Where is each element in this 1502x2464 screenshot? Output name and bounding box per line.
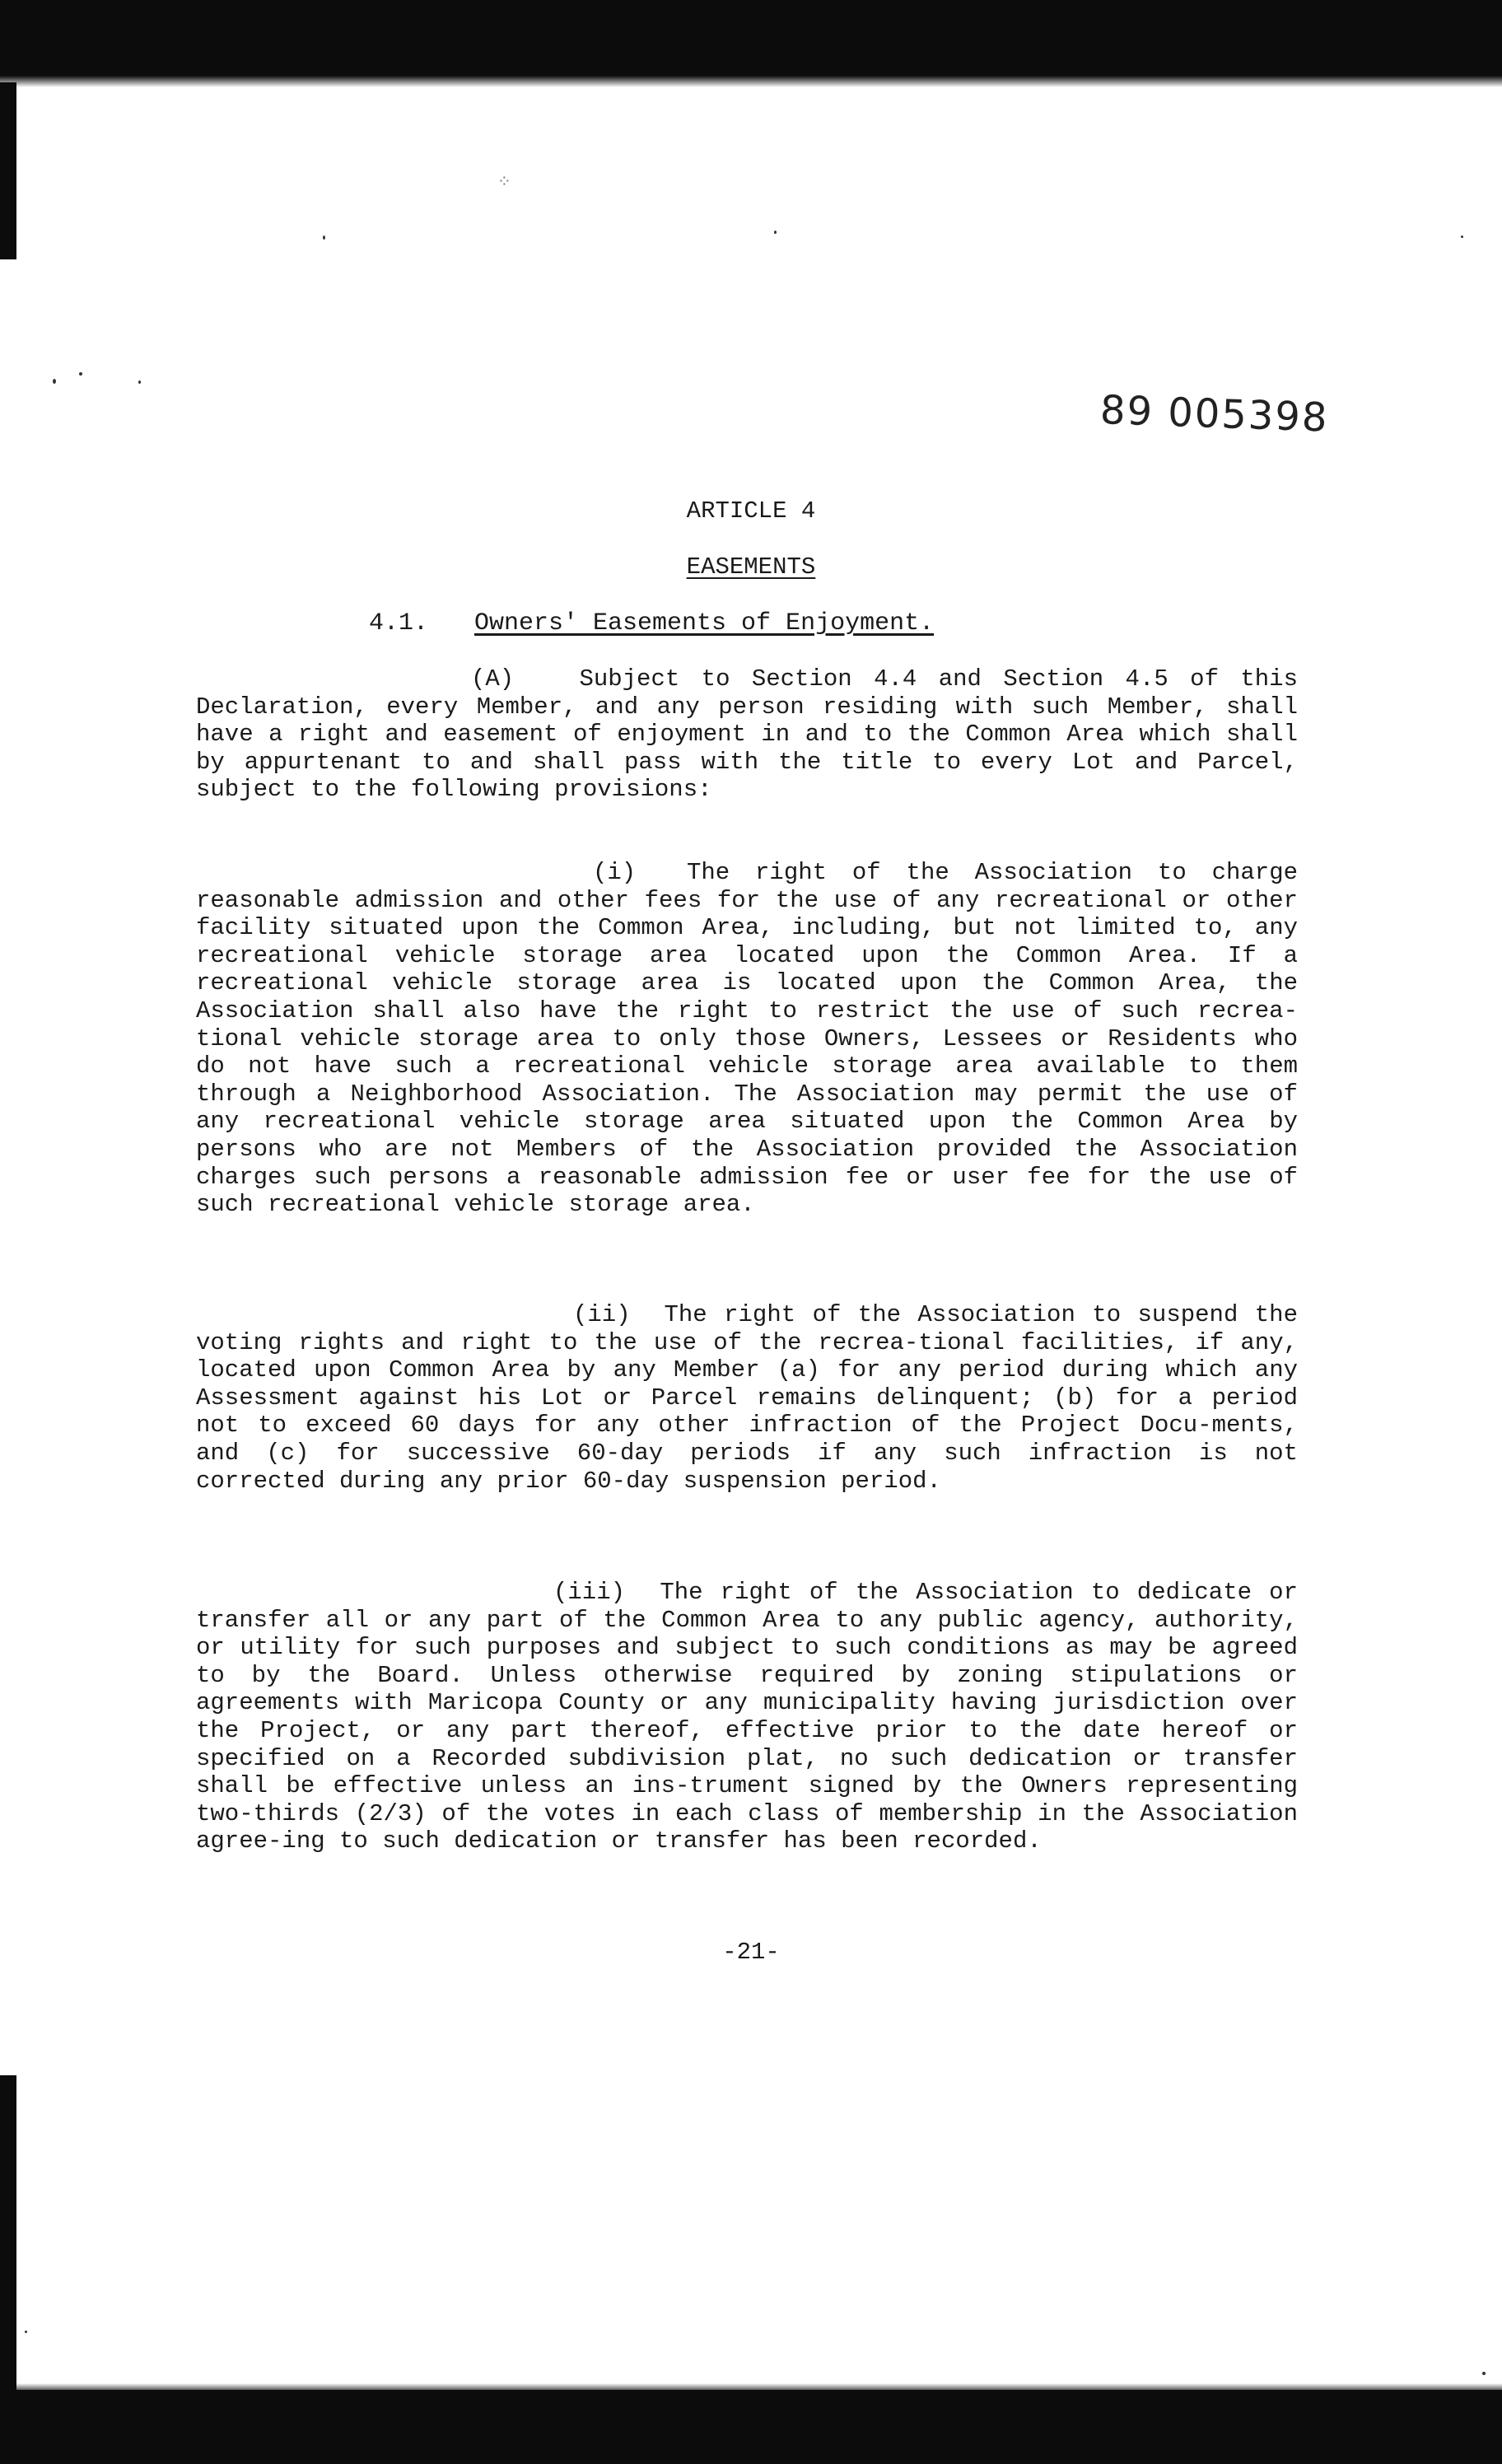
scan-speck: [138, 380, 141, 384]
article-title: EASEMENTS: [686, 553, 816, 581]
paragraph-ii: [196, 1301, 1298, 1495]
article-heading: ARTICLE 4: [686, 497, 816, 525]
scan-border-top: [0, 0, 1502, 82]
section-title: Owners' Easements of Enjoyment.: [474, 609, 935, 637]
page-number: -21-: [722, 1939, 780, 1966]
scan-border-bottom: [0, 2390, 1502, 2464]
paragraph-iii: [196, 1579, 1298, 1855]
scan-speck: [774, 231, 777, 234]
paragraph-ii-text: The right of the Association to suspend the voting rights and right to the use of the recrea-tional facilities, if any, located upon Common Area by any Member (a) for any period during which any Assessment against his Lot or Parcel remains delinquent; (b) for a period not to exceed 60 days for any other infraction of the Project Docu-ments, and (c) for successive 60-day periods if any such infraction is not corrected during any prior 60-day suspension period.: [196, 1301, 1298, 1495]
scan-speck: [323, 236, 325, 240]
paragraph-a-label: (A): [471, 665, 515, 693]
scan-speck: [1461, 236, 1463, 238]
scan-speck: [79, 372, 82, 376]
paragraph-iii-label: (iii): [553, 1579, 626, 1606]
scan-speck: [53, 379, 56, 384]
paragraph-i-text: The right of the Association to charge reasonable admission and other fees for the use of any recreational or other facility situated upon the Common Area, including, but not limited to, any recreational vehicle storage area located upon the Common Area. If a recreational vehicle storage area is located upon the Common Area, the Association shall also have the right to restrict the use of such recrea-tional vehicle storage area to only those Owners, Lessees or Residents who do not have such a recreational vehicle storage area available to them through a Neighborhood Association. The Association may permit the use of any recreational vehicle storage area situated upon the Common Area by persons who are not Members of the Association provided the Association charges such persons a reasonable admission fee or user fee for the use of such recreational vehicle storage area.: [196, 859, 1299, 1219]
scan-edge-left-upper: [0, 82, 16, 259]
scan-edge-left-lower: [0, 2075, 16, 2390]
section-number: 4.1.: [369, 609, 429, 637]
paragraph-a-text: Subject to Section 4.4 and Section 4.5 of this Declaration, every Member, and any person residing with such Member, shall have a right and easement of enjoyment in and to the Common Area which shall by appurtenant to and shall pass with the title to every Lot and Parcel, subject to the following provisions:: [196, 665, 1298, 804]
scan-mark: ⁘: [497, 171, 511, 191]
paragraph-iii-text: The right of the Association to dedicate or transfer all or any part of the Common Area to any public agency, authority, or utility for such purposes and subject to such conditions as may be agreed to by the Board. Unless otherwise required by zoning stipulations or agreements with Maricopa County or any municipality having jurisdiction over the Project, or any part thereof, effective prior to the date hereof or specified on a Recorded subdivision plat, no such dedication or transfer shall be effective unless an ins-trument signed by the Owners representing two-thirds (2/3) of the votes in each class of membership in the Association agree-ing to such dedication or transfer has been recorded.: [196, 1579, 1298, 1855]
paragraph-i-label: (i): [593, 859, 637, 886]
recording-number: 89 005398: [1099, 387, 1330, 441]
paragraph-a: [196, 665, 1298, 804]
scan-border-top-edge: [0, 76, 1502, 87]
paragraph-i: [196, 859, 1298, 1219]
paragraph-ii-label: (ii): [573, 1301, 631, 1328]
scan-speck: [25, 2331, 27, 2333]
scan-speck: [1482, 2372, 1486, 2375]
